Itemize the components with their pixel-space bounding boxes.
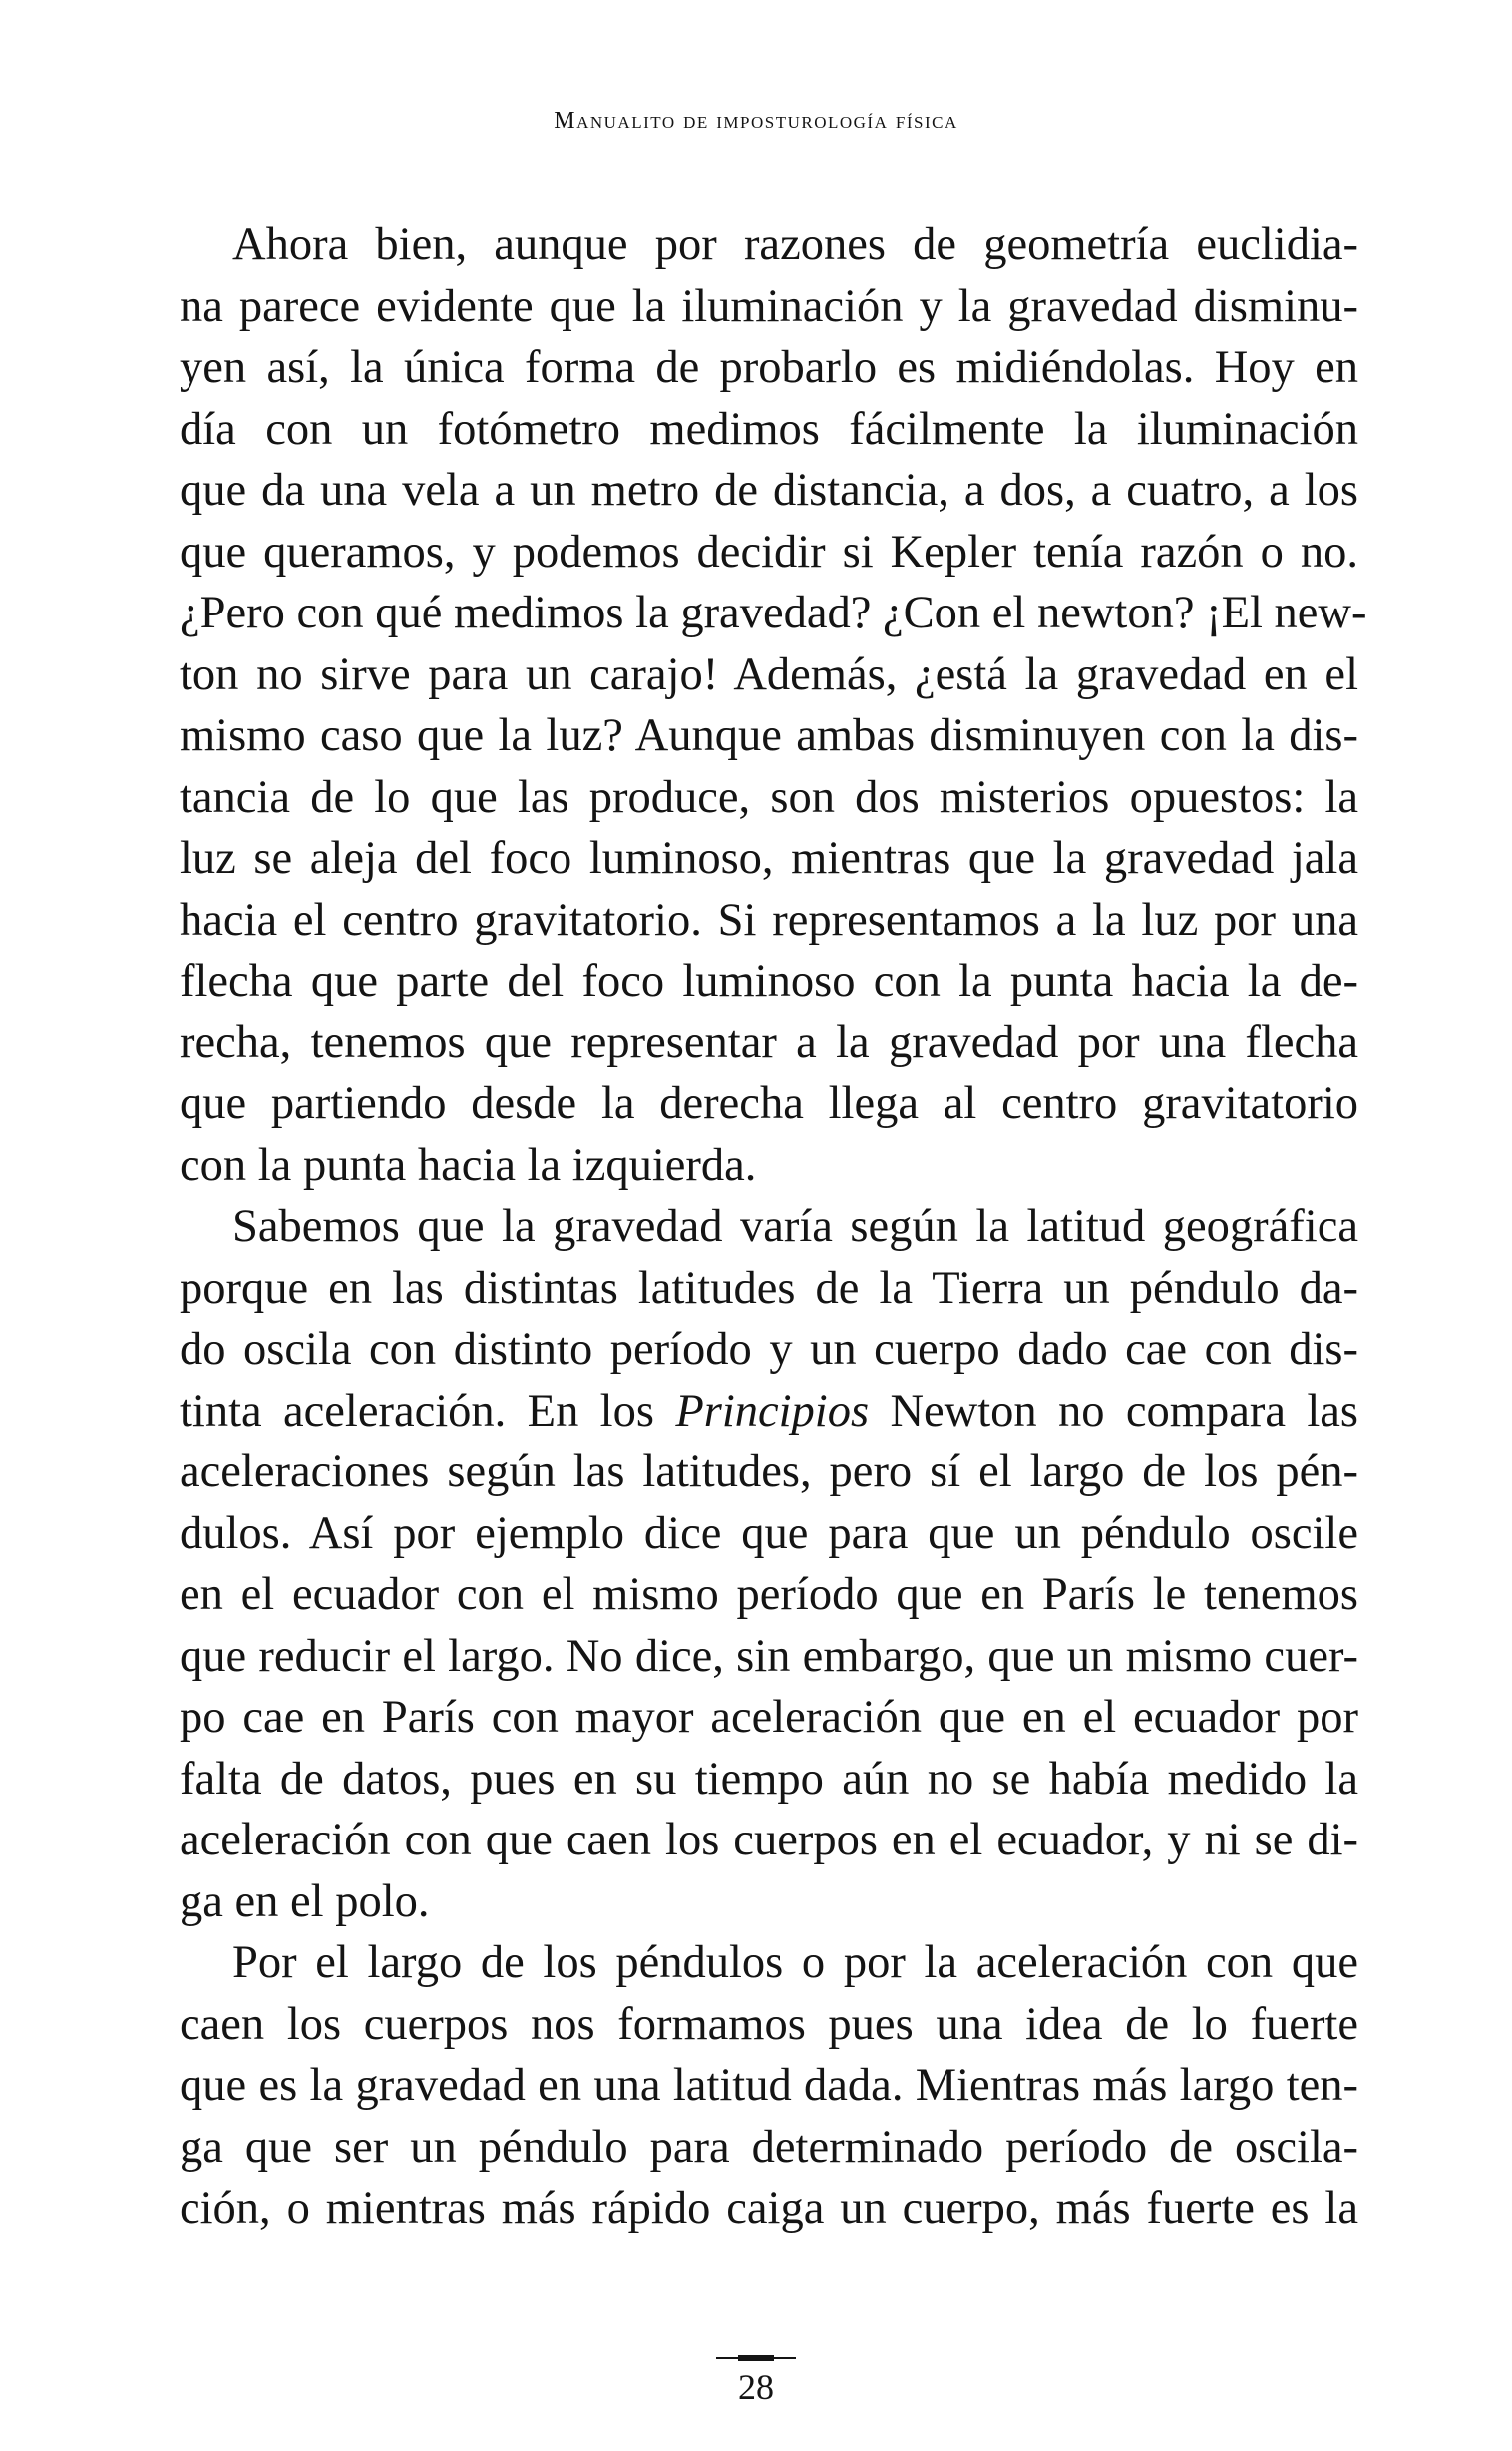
text-line: que es la gravedad en una latitud dada. Mientras más largo ten- [180, 2060, 1358, 2111]
text-line: ¿Pero con qué medimos la gravedad? ¿Con el newton? ¡El new- [180, 588, 1367, 638]
text-line: hacia el centro gravitatorio. Si representamos a la luz por una [180, 894, 1358, 946]
book-title-italic: Principios [675, 1385, 870, 1436]
text-line: recha, tenemos que representar a la gravedad por una flecha [180, 1017, 1358, 1068]
text-line: Por el largo de los péndulos o por la aceleración con que [232, 1937, 1358, 1988]
text-line: na parece evidente que la iluminación y la gravedad disminu- [180, 280, 1358, 332]
text-line: ga en el polo. [180, 1875, 430, 1927]
text-line: aceleración con que caen los cuerpos en el ecuador, y ni se di- [180, 1815, 1358, 1865]
text-line: con la punta hacia la izquierda. [180, 1139, 757, 1191]
folio-ornament [716, 2356, 796, 2360]
body-text [180, 214, 1367, 2240]
text-line: yen así, la única forma de probarlo es midiéndolas. Hoy en [180, 342, 1358, 393]
text-line: ga que ser un péndulo para determinado período de oscila- [180, 2121, 1358, 2173]
text-line: do oscila con distinto período y un cuerpo dado cae con dis- [180, 1324, 1358, 1375]
text-fragment: tinta aceleración. En los [180, 1385, 676, 1436]
text-line: porque en las distintas latitudes de la Tierra un péndulo da- [180, 1262, 1358, 1314]
text-line: flecha que parte del foco luminoso con la punta hacia la de- [180, 956, 1358, 1007]
text-line: po cae en París con mayor aceleración que en el ecuador por [180, 1692, 1358, 1743]
text-line: Ahora bien, aunque por razones de geometría euclidia- [232, 219, 1358, 270]
text-line: que queramos, y podemos decidir si Kepler tenía razón o no. [180, 526, 1358, 578]
text-line: que da una vela a un metro de distancia, a dos, a cuatro, a los [180, 465, 1358, 516]
text-line: en el ecuador con el mismo período que en París le tenemos [180, 1569, 1358, 1620]
folio-rule-bar [738, 2355, 774, 2361]
text-line: día con un fotómetro medimos fácilmente la iluminación [180, 403, 1358, 455]
text-line-with-italic [180, 1381, 1358, 1442]
text-fragment: Newton no compara las [869, 1385, 1358, 1436]
text-line: tancia de lo que las produce, son dos misterios opuestos: la [180, 771, 1358, 823]
text-line: dulos. Así por ejemplo dice que para que un péndulo oscile [180, 1507, 1358, 1559]
text-line: ción, o mientras más rápido caiga un cuerpo, más fuerte es la [180, 2183, 1358, 2234]
text-line: aceleraciones según las latitudes, pero sí el largo de los pén- [180, 1446, 1358, 1497]
text-line: mismo caso que la luz? Aunque ambas disminuyen con la dis- [180, 710, 1358, 761]
text-line: ton no sirve para un carajo! Además, ¿está la gravedad en el [180, 648, 1358, 700]
text-line: falta de datos, pues en su tiempo aún no se había medido la [180, 1753, 1358, 1805]
text-line: que partiendo desde la derecha llega al centro gravitatorio [180, 1078, 1358, 1129]
running-head: Manualito de imposturología física [554, 108, 958, 134]
page-number: 28 [738, 2367, 774, 2407]
text-line: que reducir el largo. No dice, sin embargo, que un mismo cuer- [180, 1630, 1358, 1682]
text-line: luz se aleja del foco luminoso, mientras que la gravedad jala [180, 833, 1358, 884]
text-line: caen los cuerpos nos formamos pues una idea de lo fuerte [180, 1998, 1358, 2050]
text-line: Sabemos que la gravedad varía según la latitud geográfica [232, 1201, 1358, 1252]
